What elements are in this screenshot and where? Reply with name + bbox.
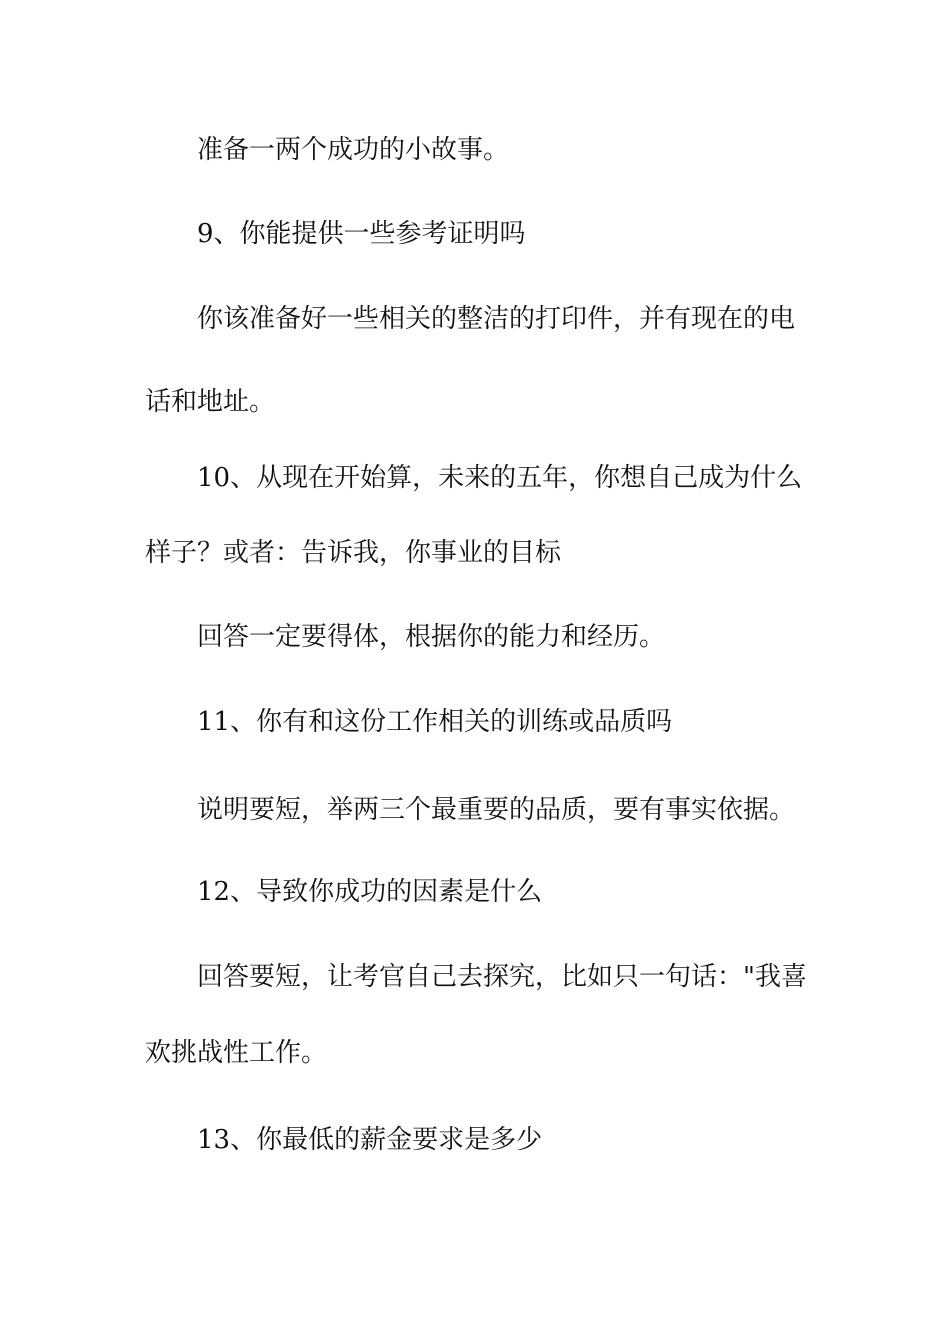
paragraph-line: 你该准备好一些相关的整洁的打印件，并有现在的电 <box>197 304 796 334</box>
paragraph-line: 回答一定要得体，根据你的能力和经历。 <box>197 622 666 652</box>
question-heading-10: 10、从现在开始算，未来的五年，你想自己成为什么 <box>197 463 803 493</box>
paragraph-line: 说明要短，举两三个最重要的品质，要有事实依据。 <box>197 795 796 825</box>
paragraph-line-continuation: 话和地址。 <box>145 387 276 417</box>
paragraph-line-continuation: 欢挑战性工作。 <box>145 1038 328 1068</box>
question-heading-13: 13、你最低的薪金要求是多少 <box>197 1125 543 1155</box>
paragraph-line: 准备一两个成功的小故事。 <box>197 135 510 165</box>
paragraph-line: 回答要短，让考官自己去探究，比如只一句话："我喜 <box>197 962 807 992</box>
question-heading-11: 11、你有和这份工作相关的训练或品质吗 <box>197 707 673 737</box>
question-heading-9: 9、你能提供一些参考证明吗 <box>197 219 526 249</box>
question-heading-12: 12、导致你成功的因素是什么 <box>197 877 543 907</box>
question-heading-10-continuation: 样子？或者：告诉我，你事业的目标 <box>145 538 562 568</box>
